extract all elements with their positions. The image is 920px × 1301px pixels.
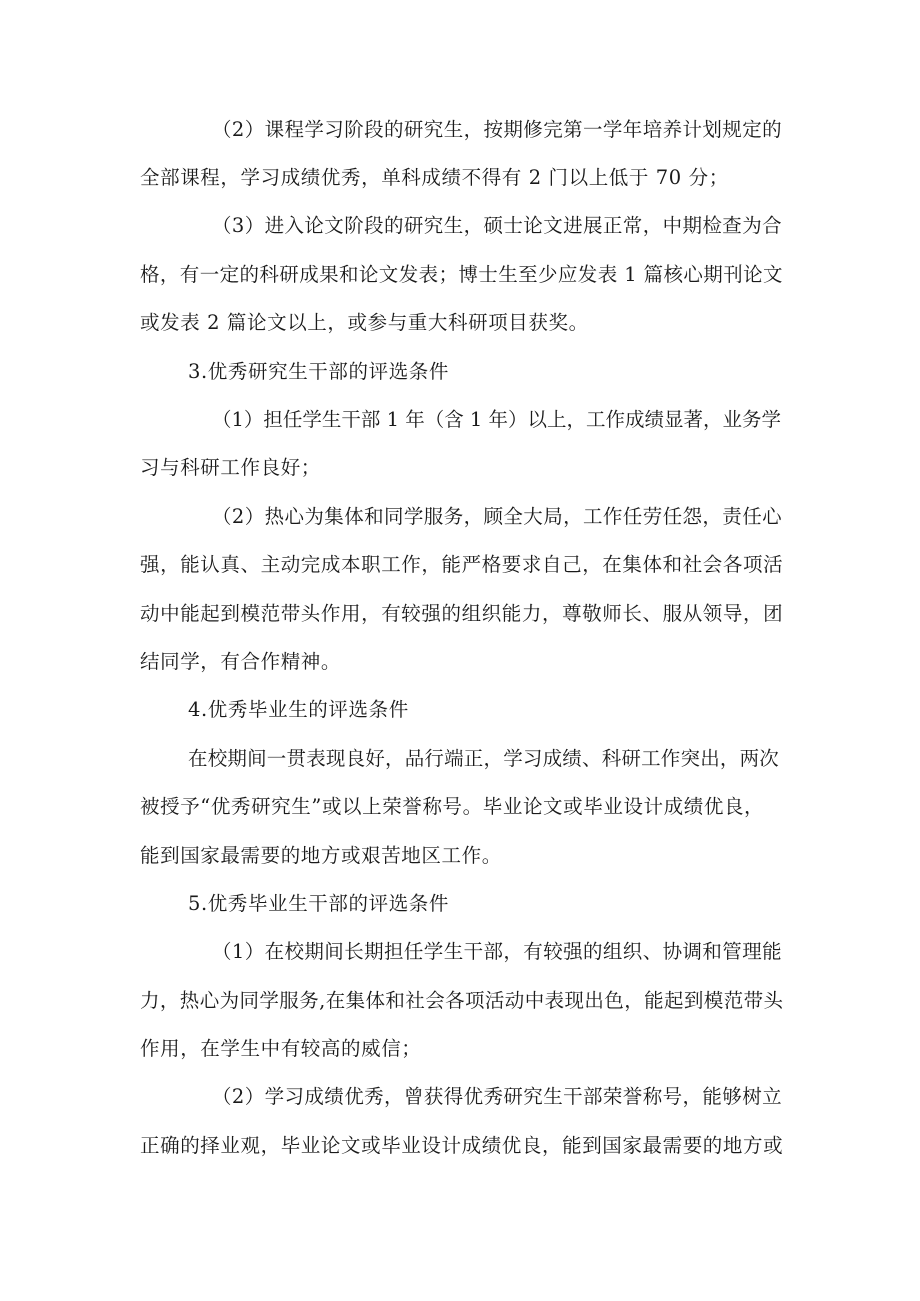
paragraph-line: 格，有一定的科研成果和论文发表；博士生至少应发表 1 篇核心期刊论文 [140,263,783,286]
paragraph-line: 被授予“优秀研究生”或以上荣誉称号。毕业论文或毕业设计成绩优良， [140,795,765,818]
paragraph-line: 力，热心为同学服务,在集体和社会各项活动中表现出色，能起到模范带头 [140,989,784,1012]
paragraph-line: 习与科研工作良好； [140,456,321,479]
paragraph-line: 或发表 2 篇论文以上，或参与重大科研项目获奖。 [140,311,589,334]
paragraph-line: （2）学习成绩优秀，曾获得优秀研究生干部荣誉称号，能够树立 [212,1085,783,1108]
paragraph-line: 作用，在学生中有较高的威信； [140,1037,422,1060]
section-heading: 3.优秀研究生干部的评选条件 [188,360,450,383]
paragraph-line: （3）进入论文阶段的研究生，硕士论文进展正常，中期检查为合 [212,214,783,237]
paragraph-line: （2）热心为集体和同学服务，顾全大局，工作任劳任怨，责任心 [212,505,783,528]
paragraph-line: 强，能认真、主动完成本职工作，能严格要求自己，在集体和社会各项活 [140,553,784,576]
paragraph-line: （1）在校期间长期担任学生干部，有较强的组织、协调和管理能 [212,940,783,963]
paragraph-line: （2）课程学习阶段的研究生，按期修完第一学年培养计划规定的 [212,118,783,141]
paragraph-line: 在校期间一贯表现良好，品行端正，学习成绩、科研工作突出，两次 [188,747,780,770]
section-heading: 5.优秀毕业生干部的评选条件 [188,892,450,915]
paragraph-line: （1）担任学生干部 1 年（含 1 年）以上，工作成绩显著，业务学 [212,408,782,431]
paragraph-line: 动中能起到模范带头作用，有较强的组织能力，尊敬师长、服从领导，团 [140,602,784,625]
paragraph-line: 能到国家最需要的地方或艰苦地区工作。 [140,844,502,867]
paragraph-line: 结同学，有合作精神。 [140,650,342,673]
section-heading: 4.优秀毕业生的评选条件 [188,698,409,721]
paragraph-line: 正确的择业观，毕业论文或毕业设计成绩优良，能到国家最需要的地方或 [140,1134,784,1157]
paragraph-line: 全部课程，学习成绩优秀，单科成绩不得有 2 门以上低于 70 分； [140,166,729,189]
